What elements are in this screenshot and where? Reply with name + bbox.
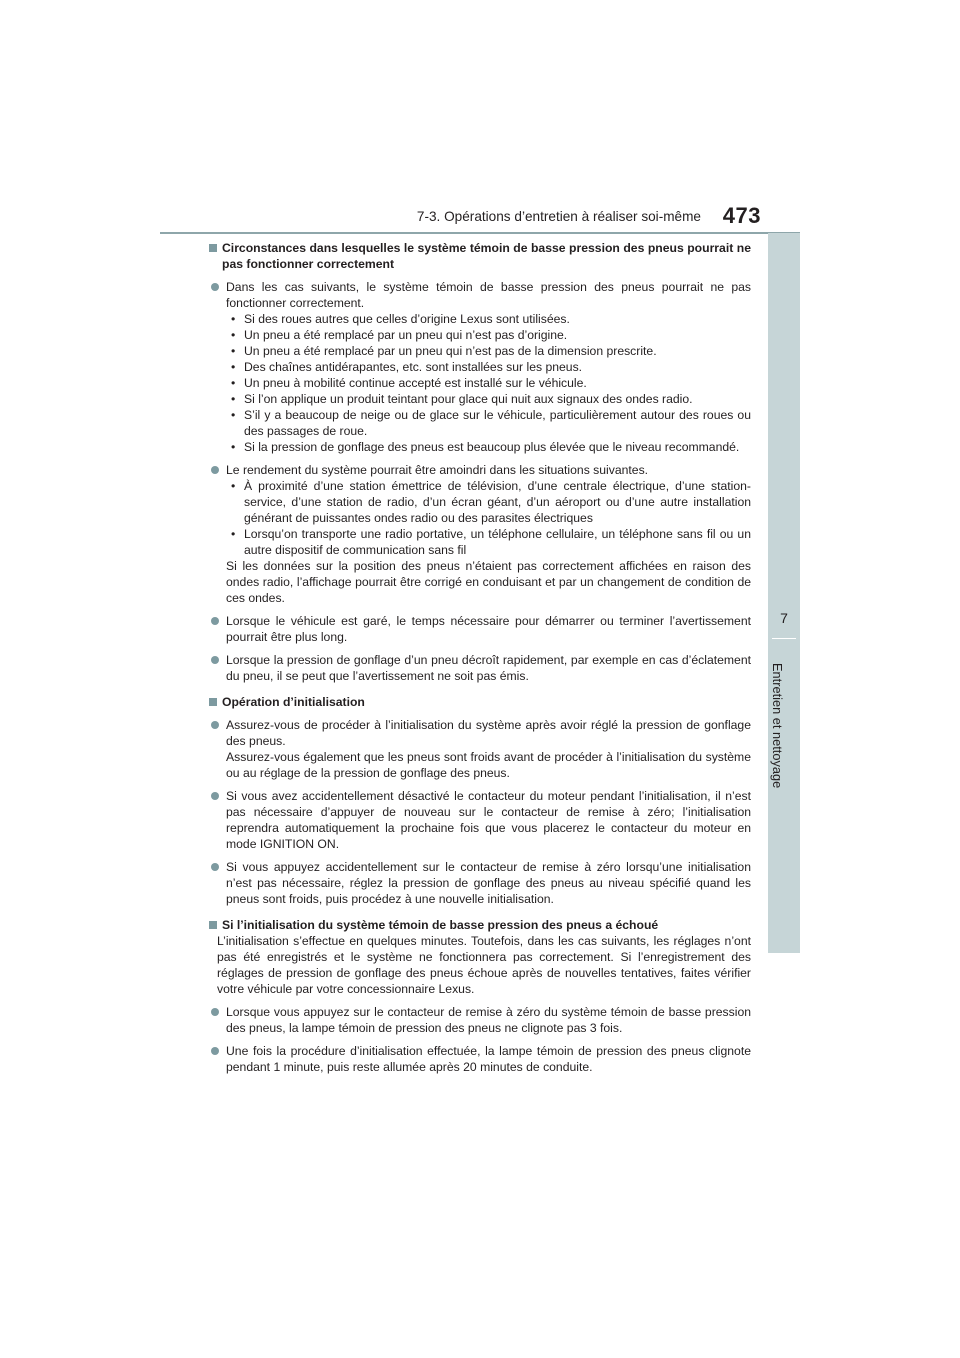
section-heading: Circonstances dans lesquelles le système témoin de basse pression des pneus pourrait ne pas fonctionner correctement xyxy=(209,240,751,272)
sub-list-item: • Si la pression de gonflage des pneus est beaucoup plus élevée que le niveau recommandé. xyxy=(209,439,751,455)
bullet-note: Assurez-vous également que les pneus sont froids avant de procéder à l’initialisation du système ou au réglage de la pression de gonflage des pneus. xyxy=(226,750,751,780)
header-divider xyxy=(160,232,800,234)
sub-list-item: • Si l’on applique un produit teintant pour glace qui nuit aux signaux des ondes radio. xyxy=(209,391,751,407)
bullet-paragraph: Le rendement du système pourrait être amoindri dans les situations suivantes. xyxy=(209,462,751,478)
page-number: 473 xyxy=(722,203,761,228)
bullet-paragraph: Si vous avez accidentellement désactivé le contacteur du moteur pendant l’initialisation, il n’est pas nécessaire d’appuyer de nouveau sur le contacteur de remise à zéro; l’initialisation reprendra automatiquement la prochaine fois que vous placerez le contacteur du moteur en mode IGNITION ON. xyxy=(209,788,751,852)
sub-list-item: • À proximité d’une station émettrice de télévision, d’une centrale électrique, d’une station-service, d’une station de radio, d’un écran géant, d’un aéroport ou d’une autre installation générant de puissantes ondes radio ou des parasites électriques xyxy=(209,478,751,526)
bullet-paragraph: Une fois la procédure d’initialisation effectuée, la lampe témoin de pression des pneus clignote pendant 1 minute, puis reste allumée après 20 minutes de conduite. xyxy=(209,1043,751,1075)
sub-list-item: • Des chaînes antidérapantes, etc. sont installées sur les pneus. xyxy=(209,359,751,375)
body-paragraph: L’initialisation s’effectue en quelques minutes. Toutefois, dans les cas suivants, les réglages n’ont pas été enregistrés et le système ne fonctionnera pas correctement. Si l’enregistrement des réglages de pression de gonflage des pneus échoue après de nouvelles tentatives, faites vérifier votre véhicule par votre concessionnaire Lexus. xyxy=(217,934,751,996)
sub-list-item: • Un pneu à mobilité continue accepté est installé sur le véhicule. xyxy=(209,375,751,391)
sub-list-item: • Lorsqu’on transporte une radio portative, un téléphone cellulaire, un téléphone sans fil ou un autre dispositif de communication sans fil xyxy=(209,526,751,558)
sub-list-item: • Un pneu a été remplacé par un pneu qui n’est pas d’origine. xyxy=(209,327,751,343)
bullet-paragraph: Lorsque le véhicule est garé, le temps nécessaire pour démarrer ou terminer l’avertissement pourrait être plus long. xyxy=(209,613,751,645)
chapter-tab xyxy=(768,233,800,953)
sub-list-item: • Si des roues autres que celles d’origine Lexus sont utilisées. xyxy=(209,311,751,327)
sub-list-item: • Un pneu a été remplacé par un pneu qui n’est pas de la dimension prescrite. xyxy=(209,343,751,359)
bullet-paragraph: Lorsque la pression de gonflage d’un pneu décroît rapidement, par exemple en cas d’éclatement du pneu, il se peut que l’avertissement ne soit pas émis. xyxy=(209,652,751,684)
chapter-number: 7 xyxy=(780,610,788,626)
bullet-paragraph: Assurez-vous de procéder à l’initialisation du système après avoir réglé la pression de gonflage des pneus. xyxy=(209,717,751,749)
bullet-paragraph: Si vous appuyez accidentellement sur le contacteur de remise à zéro lorsqu’une initialisation n’est pas nécessaire, réglez la pression de gonflage des pneus au niveau spécifié quand les pneus sont froids, puis procédez à une nouvelle initialisation. xyxy=(209,859,751,907)
chapter-label: Entretien et nettoyage xyxy=(770,663,785,789)
bullet-paragraph: Lorsque vous appuyez sur le contacteur de remise à zéro du système témoin de basse pression des pneus, la lampe témoin de pression des pneus ne clignote pas 3 fois. xyxy=(209,1004,751,1036)
section-heading: Opération d’initialisation xyxy=(209,694,751,710)
sub-list-item: • S’il y a beaucoup de neige ou de glace sur le véhicule, particulièrement autour des roues ou des passages de roue. xyxy=(209,407,751,439)
bullet-paragraph: Dans les cas suivants, le système témoin de basse pression des pneus pourrait ne pas fonctionner correctement. xyxy=(209,279,751,311)
section-heading: Si l’initialisation du système témoin de basse pression des pneus a échoué xyxy=(209,917,751,933)
bullet-note: Si les données sur la position des pneus n’étaient pas correctement affichées en raison des ondes radio, l’affichage pourrait être corrigé en conduisant et par un changement de condition de ces ondes. xyxy=(226,559,751,605)
page-content xyxy=(209,240,751,1075)
page-header xyxy=(371,203,761,227)
chapter-tab-divider xyxy=(772,638,796,639)
section-title: 7-3. Opérations d’entretien à réaliser soi-même xyxy=(416,209,701,224)
